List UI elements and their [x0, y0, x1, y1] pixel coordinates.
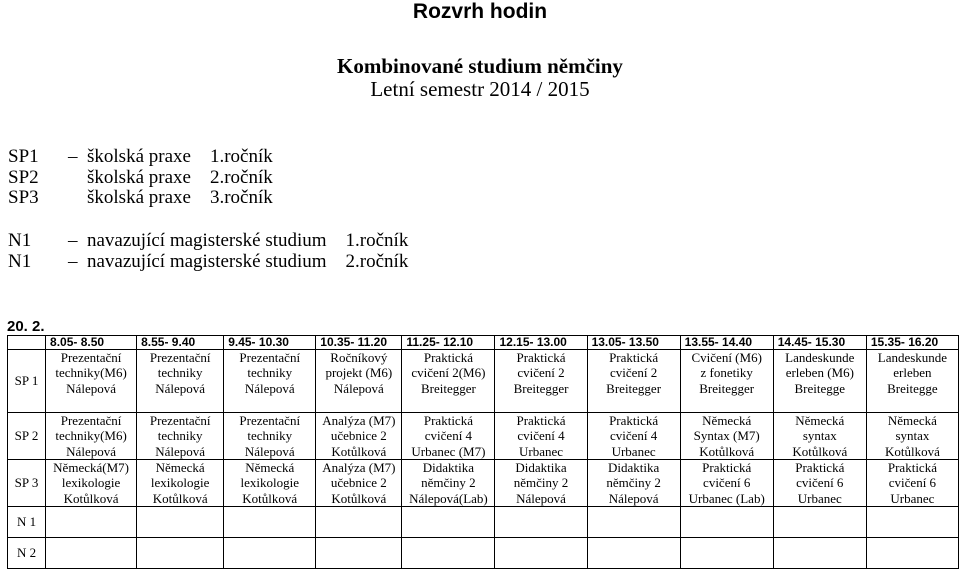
- schedule-cell: [316, 538, 402, 569]
- schedule-cell: [316, 413, 402, 460]
- legend-text: školská praxe 2.ročník: [68, 167, 273, 188]
- cell-text: Praktická: [702, 460, 752, 475]
- schedule-cell: [137, 507, 224, 538]
- schedule-cell: [495, 538, 587, 569]
- cell-text: Nálepová: [66, 443, 116, 459]
- cell-text: Didaktika: [422, 460, 475, 475]
- cell-text: cvičení 2: [609, 365, 658, 381]
- legend-item: [8, 251, 408, 273]
- schedule-cell: [495, 507, 587, 538]
- schedule-cell: [773, 538, 866, 569]
- legend-code: N1: [8, 251, 32, 272]
- cell-text: Nálepová(Lab): [409, 490, 488, 506]
- schedule-cell: [224, 507, 316, 538]
- page-subtitle: Kombinované studium němčiny: [337, 54, 623, 78]
- semester-label: Letní semestr 2014 / 2015: [370, 77, 590, 101]
- cell-text: Kotůlková: [63, 490, 119, 506]
- cell-text: Kotůlková: [242, 490, 298, 506]
- cell-text: němčiny 2: [513, 475, 569, 491]
- cell-text: Nálepová: [608, 490, 659, 506]
- cell-text: Prezentační: [149, 413, 211, 428]
- schedule-cell: [866, 538, 958, 569]
- schedule-cell: [773, 413, 866, 460]
- cell-text: Německá: [155, 460, 205, 475]
- time-slot-header: 13.05- 13.50: [587, 336, 680, 350]
- cell-text: Analýza (M7): [322, 413, 396, 428]
- cell-text: Praktická: [516, 350, 566, 365]
- schedule-cell: [137, 413, 224, 460]
- schedule-cell: [402, 413, 495, 460]
- time-slot-header: 13.55- 14.40: [680, 336, 773, 350]
- time-slot-header: 10.35- 11.20: [316, 336, 402, 350]
- corner-cell: [8, 336, 46, 350]
- schedule-cell: [402, 538, 495, 569]
- row-label: SP 2: [8, 413, 46, 460]
- schedule-cell: [866, 507, 958, 538]
- row-label: SP 3: [8, 460, 46, 507]
- cell-text: lexikologie: [61, 475, 121, 491]
- schedule-cell: [224, 350, 316, 413]
- cell-text: projekt (M6): [325, 365, 393, 381]
- cell-text: syntax: [802, 428, 837, 444]
- schedule-cell: [46, 413, 137, 460]
- page-title: Rozvrh hodin: [412, 0, 548, 23]
- table-row: [8, 507, 959, 538]
- schedule-cell: [587, 350, 680, 413]
- cell-text: Praktická: [609, 413, 659, 428]
- schedule-cell: [224, 460, 316, 507]
- legend-code: SP1: [8, 146, 39, 167]
- schedule-cell: [46, 460, 137, 507]
- schedule-cell: [866, 350, 958, 413]
- cell-text: lexikologie: [240, 475, 299, 491]
- legend-code: SP3: [8, 187, 39, 208]
- cell-text: erleben: [893, 365, 932, 381]
- cell-text: cvičení 2: [517, 365, 565, 381]
- legend-text: školská praxe 3.ročník: [68, 187, 273, 208]
- schedule-cell: [316, 507, 402, 538]
- cell-text: Německá: [245, 460, 295, 475]
- schedule-cell: [680, 507, 773, 538]
- schedule-cell: [495, 413, 587, 460]
- cell-text: Nálepová: [155, 380, 206, 396]
- schedule-cell: [680, 538, 773, 569]
- cell-text: Landeskunde: [877, 350, 948, 365]
- cell-text: Prezentační: [60, 350, 122, 365]
- cell-text: Praktická: [887, 460, 937, 475]
- schedule-cell: [402, 507, 495, 538]
- legend-text: – navazující magisterské studium 2.ročník: [68, 251, 409, 272]
- cell-text: Prezentační: [239, 350, 301, 365]
- time-slot-header: 14.45- 15.30: [773, 336, 866, 350]
- schedule-cell: [773, 460, 866, 507]
- cell-text: techniky: [157, 365, 203, 381]
- schedule-cell: [587, 413, 680, 460]
- schedule-cell: [46, 507, 137, 538]
- cell-text: Kotůlková: [792, 443, 848, 459]
- cell-text: Urbanec: [890, 490, 935, 506]
- cell-text: Breitegger: [606, 380, 662, 396]
- cell-text: Nálepová: [516, 490, 566, 506]
- cell-text: Breitegger: [699, 380, 755, 396]
- schedule-cell: [316, 460, 402, 507]
- schedule-cell: [402, 350, 495, 413]
- cell-text: cvičení 6: [703, 475, 751, 491]
- cell-text: Breitegger: [420, 380, 476, 396]
- cell-text: učebnice 2: [330, 428, 387, 444]
- cell-text: Landeskunde: [785, 350, 855, 365]
- row-label: N 1: [8, 507, 46, 538]
- schedule-cell: [773, 507, 866, 538]
- cell-text: techniky(M6): [55, 365, 127, 381]
- cell-text: Cvičení (M6): [691, 350, 762, 365]
- schedule-cell: [137, 350, 224, 413]
- cell-text: Nálepová: [333, 380, 384, 396]
- cell-text: techniky: [157, 428, 203, 444]
- schedule-cell: [680, 460, 773, 507]
- cell-text: Nálepová: [155, 443, 206, 459]
- schedule-cell: [587, 538, 680, 569]
- cell-text: Praktická: [423, 350, 473, 365]
- cell-text: Kotůlková: [699, 443, 755, 459]
- schedule-cell: [316, 350, 402, 413]
- cell-text: Praktická: [609, 350, 659, 365]
- cell-text: Urbanec (Lab): [688, 490, 765, 506]
- cell-text: Praktická: [795, 460, 845, 475]
- row-label: N 2: [8, 538, 46, 569]
- schedule-cell: [46, 538, 137, 569]
- schedule-cell: [495, 460, 587, 507]
- cell-text: Prezentační: [149, 350, 211, 365]
- schedule-cell: [224, 413, 316, 460]
- cell-text: cvičení 6: [796, 475, 844, 491]
- cell-text: Kotůlková: [331, 443, 387, 459]
- time-slot-header: 8.55- 9.40: [137, 336, 224, 350]
- cell-text: Kotůlková: [331, 490, 387, 506]
- table-row: [8, 460, 959, 507]
- cell-text: Ročníkový: [330, 350, 388, 365]
- time-slot-header: 11.25- 12.10: [402, 336, 495, 350]
- cell-text: Analýza (M7): [322, 460, 396, 475]
- cell-text: cvičení 4: [517, 428, 565, 444]
- cell-text: syntax: [895, 428, 930, 444]
- cell-text: techniky(M6): [55, 428, 127, 444]
- cell-text: erleben (M6): [785, 365, 854, 381]
- cell-text: Breitegge: [887, 380, 938, 396]
- cell-text: Nálepová: [244, 380, 295, 396]
- legend-item: [8, 230, 408, 252]
- legend-item: [8, 146, 273, 168]
- cell-text: Německá: [887, 413, 937, 428]
- schedule-cell: [866, 460, 958, 507]
- cell-text: cvičení 4: [609, 428, 658, 444]
- cell-text: Syntax (M7): [693, 428, 760, 444]
- time-slot-header: 9.45- 10.30: [224, 336, 316, 350]
- cell-text: Prezentační: [60, 413, 122, 428]
- cell-text: Nálepová: [66, 380, 116, 396]
- table-row: [8, 538, 959, 569]
- schedule-cell: [402, 460, 495, 507]
- cell-text: cvičení 4: [424, 428, 473, 444]
- cell-text: němčiny 2: [421, 475, 476, 491]
- schedule-cell: [587, 460, 680, 507]
- legend-text: – školská praxe 1.ročník: [68, 146, 273, 167]
- cell-text: Německá: [702, 413, 752, 428]
- time-slot-header: 8.05- 8.50: [46, 336, 137, 350]
- time-slot-header: 15.35- 16.20: [866, 336, 958, 350]
- time-slot-header: 12.15- 13.00: [495, 336, 587, 350]
- schedule-date: 20. 2.: [7, 318, 45, 335]
- schedule-cell: [224, 538, 316, 569]
- schedule-cell: [866, 413, 958, 460]
- cell-text: učebnice 2: [330, 475, 387, 491]
- cell-text: Breitegger: [513, 380, 569, 396]
- cell-text: Německá(M7): [53, 460, 129, 475]
- schedule-cell: [587, 507, 680, 538]
- time-header-row: [8, 336, 959, 350]
- schedule-cell: [495, 350, 587, 413]
- cell-text: Kotůlková: [152, 490, 208, 506]
- schedule-cell: [137, 460, 224, 507]
- cell-text: Kotůlková: [884, 443, 940, 459]
- cell-text: Breitegge: [794, 380, 846, 396]
- cell-text: Prezentační: [239, 413, 301, 428]
- schedule-cell: [773, 350, 866, 413]
- cell-text: techniky: [247, 428, 293, 444]
- cell-text: Nálepová: [244, 443, 295, 459]
- schedule-cell: [680, 413, 773, 460]
- table-row: [8, 350, 959, 413]
- schedule-cell: [46, 350, 137, 413]
- legend-item: [8, 167, 273, 189]
- cell-text: cvičení 2(M6): [411, 365, 486, 381]
- legend-text: – navazující magisterské studium 1.ročník: [68, 230, 409, 251]
- cell-text: Praktická: [423, 413, 473, 428]
- legend-code: N1: [8, 230, 32, 251]
- cell-text: z fonetiky: [700, 365, 753, 381]
- cell-text: Didaktika: [607, 460, 660, 475]
- cell-text: lexikologie: [150, 475, 210, 491]
- cell-text: Praktická: [516, 413, 566, 428]
- schedule-cell: [137, 538, 224, 569]
- cell-text: Urbanec: [797, 490, 842, 506]
- legend-code: SP2: [8, 167, 39, 188]
- schedule-table: [7, 335, 959, 569]
- legend-item: [8, 187, 273, 209]
- cell-text: Urbanec (M7): [411, 443, 486, 459]
- cell-text: Urbanec: [519, 443, 564, 459]
- cell-text: němčiny 2: [606, 475, 661, 491]
- row-label: SP 1: [8, 350, 46, 413]
- schedule-cell: [680, 350, 773, 413]
- cell-text: cvičení 6: [888, 475, 937, 491]
- cell-text: Urbanec: [611, 443, 656, 459]
- table-row: [8, 413, 959, 460]
- cell-text: Německá: [795, 413, 845, 428]
- cell-text: techniky: [247, 365, 293, 381]
- cell-text: Didaktika: [515, 460, 567, 475]
